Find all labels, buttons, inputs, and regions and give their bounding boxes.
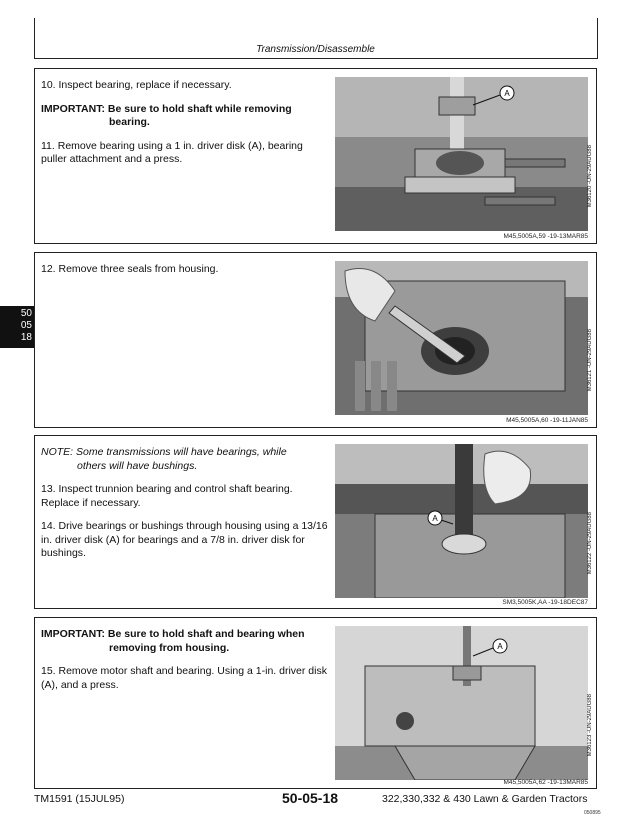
important-text: Be sure to hold shaft and bearing when <box>107 628 305 640</box>
figure-side-code: M36121 -UN-29AUG88 <box>587 329 593 392</box>
footer-product: 322,330,332 & 430 Lawn & Garden Tractors <box>382 793 588 805</box>
step-15: 15. Remove motor shaft and bearing. Using a 1-in. driver disk (A), and a press. <box>41 665 327 691</box>
note-label: NOTE: <box>41 446 74 458</box>
photo-seal-removal <box>335 261 588 415</box>
panel-1-text <box>41 79 329 177</box>
procedure-panel-2 <box>34 252 597 428</box>
figure-side-code: M36123 -UN-29AUG88 <box>587 694 593 757</box>
step-13: 13. Inspect trunnion bearing and control shaft bearing. Replace if necessary. <box>41 483 293 509</box>
section-tab-line3: 18 <box>20 332 32 343</box>
photo-motor-shaft <box>335 626 588 780</box>
important-label: IMPORTANT: <box>41 102 105 115</box>
step-12: 12. Remove three seals from housing. <box>41 263 219 275</box>
footer-page-number: 50-05-18 <box>282 790 339 806</box>
panel-4-text <box>41 628 329 702</box>
section-tab-line2: 05 <box>20 320 32 331</box>
step-11: 11. Remove bearing using a 1 in. driver disk (A), bearing puller attachment and a press. <box>41 139 303 165</box>
photo-bearing-puller <box>335 77 588 231</box>
figure-side-code: M36122 -UN-29AUG88 <box>587 512 593 575</box>
callout-a: A <box>432 514 438 523</box>
note-text: Some transmissions will have bearings, while <box>76 446 287 458</box>
important-text-cont: bearing. <box>109 116 150 128</box>
step-10: 10. Inspect bearing, replace if necessary. <box>41 79 232 91</box>
important-label: IMPORTANT: <box>41 628 105 640</box>
panel-2-text <box>41 263 329 287</box>
procedure-panel-3 <box>34 435 597 609</box>
important-text-cont: removing from housing. <box>109 641 230 654</box>
figure-caption: M45,5005A,59 -19-13MAR85 <box>503 233 588 240</box>
section-tab-line1: 50 <box>20 308 32 319</box>
section-tab <box>0 306 34 348</box>
procedure-panel-4 <box>34 617 597 789</box>
note-1 <box>41 446 329 473</box>
important-note-1 <box>41 103 329 130</box>
figure-side-code: M36120 -UN-29AUG88 <box>587 145 593 208</box>
footer-code: 050895 <box>584 810 601 816</box>
header-rule <box>34 58 598 59</box>
procedure-panel-1 <box>34 68 597 244</box>
callout-a: A <box>504 89 510 98</box>
figure-caption: M45,5005A,62 -19-13MAR85 <box>503 779 588 786</box>
note-text-cont: others will have bushings. <box>77 459 198 472</box>
figure-caption: M45,5005A,60 -19-11JAN85 <box>506 417 588 424</box>
figure-caption: SM3,5005K,AA -19-18DEC87 <box>502 599 588 606</box>
step-14: 14. Drive bearings or bushings through housing using a 13/16 in. driver disk (A) for bearings and a 7/8 in. driver disk for bushings. <box>41 520 328 559</box>
important-text: Be sure to hold shaft while removing <box>107 102 292 115</box>
footer-manual-id: TM1591 (15JUL95) <box>34 793 125 805</box>
callout-a: A <box>497 642 503 651</box>
page-header-title: Transmission/Disassemble <box>256 44 375 55</box>
important-note-2 <box>41 628 329 655</box>
photo-bearing-drive <box>335 444 588 598</box>
panel-3-text <box>41 446 329 571</box>
